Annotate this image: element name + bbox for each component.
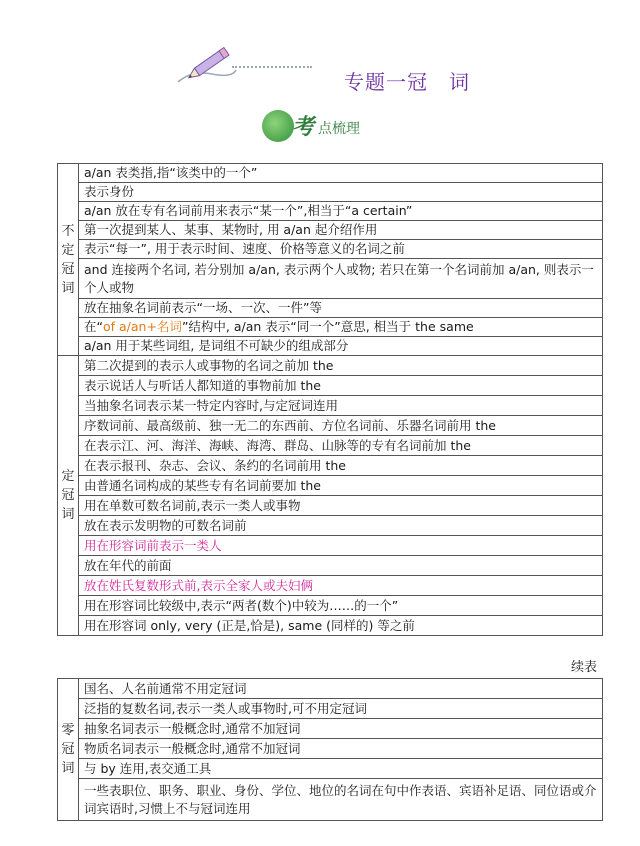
category-zero: 零 冠 词 — [58, 679, 79, 821]
rule-cell: 泛指的复数名词,表示一类人或事物时,可不用定冠词 — [79, 699, 603, 719]
article-table — [57, 163, 603, 636]
rule-cell: 序数词前、最高级前、独一无二的东西前、方位名词前、乐器名词前用 the — [79, 416, 603, 436]
table-row — [58, 240, 603, 259]
badge-circle-icon — [262, 110, 294, 142]
table-row — [58, 496, 603, 516]
rule-cell: a/an 表类指,指“该类中的一个” — [79, 164, 603, 183]
rule-cell: 抽象名词表示一般概念时,通常不加冠词 — [79, 719, 603, 739]
rule-cell-highlight: 放在姓氏复数形式前,表示全家人或夫妇俩 — [79, 576, 603, 596]
page-title: 专题一冠 词 — [344, 70, 470, 94]
section-badge — [262, 108, 382, 144]
page-header — [0, 0, 640, 160]
rule-cell: 由普通名词构成的某些专有名词前要加 the — [79, 476, 603, 496]
category-indefinite: 不 定 冠 词 — [58, 164, 79, 356]
rule-cell: 放在抽象名词前表示“一场、一次、一件”等 — [79, 299, 603, 318]
rule-cell: 用在形容词 only, very (正是,恰是), same (同样的) 等之前 — [79, 616, 603, 636]
table-row — [58, 516, 603, 536]
badge-small-text: 点梳理 — [318, 121, 360, 137]
table-row — [58, 396, 603, 416]
rule-cell: 第二次提到的表示人或事物的名词之前加 the — [79, 356, 603, 376]
table-row — [58, 759, 603, 779]
table-row — [58, 318, 603, 337]
table-row — [58, 719, 603, 739]
table-row — [58, 221, 603, 240]
rule-cell: 用在单数可数名词前,表示一类人或事物 — [79, 496, 603, 516]
table-row — [58, 337, 603, 356]
rule-cell: 在“of a/an+名词”结构中, a/an 表示“同一个”意思, 相当于 the same — [79, 318, 603, 337]
rule-cell: 物质名词表示一般概念时,通常不加冠词 — [79, 739, 603, 759]
rule-cell: 表示身份 — [79, 183, 603, 202]
rule-cell: 第一次提到某人、某事、某物时, 用 a/an 起介绍作用 — [79, 221, 603, 240]
table-row — [58, 536, 603, 556]
table-row — [58, 739, 603, 759]
table-row — [58, 476, 603, 496]
rule-cell: 一些表职位、职务、职业、身份、学位、地位的名词在句中作表语、宾语补足语、同位语或介词宾语时,习惯上不与冠词连用 — [79, 779, 603, 821]
table-row — [58, 576, 603, 596]
table-row — [58, 699, 603, 719]
table-row — [58, 202, 603, 221]
zero-article-table — [57, 678, 603, 821]
table-row — [58, 356, 603, 376]
rule-cell: 表示“每一”, 用于表示时间、速度、价格等意义的名词之前 — [79, 240, 603, 259]
table-row — [58, 436, 603, 456]
rule-cell: 与 by 连用,表交通工具 — [79, 759, 603, 779]
rule-cell: 国名、人名前通常不用定冠词 — [79, 679, 603, 699]
table-row — [58, 416, 603, 436]
rule-cell: 放在表示发明物的可数名词前 — [79, 516, 603, 536]
rule-cell: and 连接两个名词, 若分别加 a/an, 表示两个人或物; 若只在第一个名词前加 a/an, 则表示一个人或物 — [79, 259, 603, 299]
pencil-icon — [172, 40, 242, 90]
rule-cell: 表示说话人与听话人都知道的事物前加 the — [79, 376, 603, 396]
rule-cell: a/an 放在专有名词前用来表示“某一个”,相当于“a certain” — [79, 202, 603, 221]
rule-cell-highlight: 用在形容词前表示一类人 — [79, 536, 603, 556]
highlight-structure: of a/an+名词 — [102, 319, 182, 334]
table-row — [58, 183, 603, 202]
rule-cell: 用在形容词比较级中,表示“两者(数个)中较为……的一个” — [79, 596, 603, 616]
rule-cell: 在表示江、河、海洋、海峡、海湾、群岛、山脉等的专有名词前加 the — [79, 436, 603, 456]
rule-cell: a/an 用于某些词组, 是词组不可缺少的组成部分 — [79, 337, 603, 356]
table-row — [58, 616, 603, 636]
rule-cell: 当抽象名词表示某一特定内容时,与定冠词连用 — [79, 396, 603, 416]
category-definite: 定 冠 词 — [58, 356, 79, 636]
table-row — [58, 679, 603, 699]
table-row — [58, 376, 603, 396]
table-row — [58, 164, 603, 183]
table-row — [58, 456, 603, 476]
badge-big-text: 考 — [292, 114, 315, 140]
dotted-divider — [232, 66, 312, 68]
table-row — [58, 556, 603, 576]
table-row — [58, 259, 603, 299]
table-row — [58, 299, 603, 318]
table-row — [58, 596, 603, 616]
rule-cell: 在表示报刊、杂志、会议、条约的名词前用 the — [79, 456, 603, 476]
table-row — [58, 779, 603, 821]
rule-cell: 放在年代的前面 — [79, 556, 603, 576]
continued-label: 续表 — [570, 660, 597, 675]
